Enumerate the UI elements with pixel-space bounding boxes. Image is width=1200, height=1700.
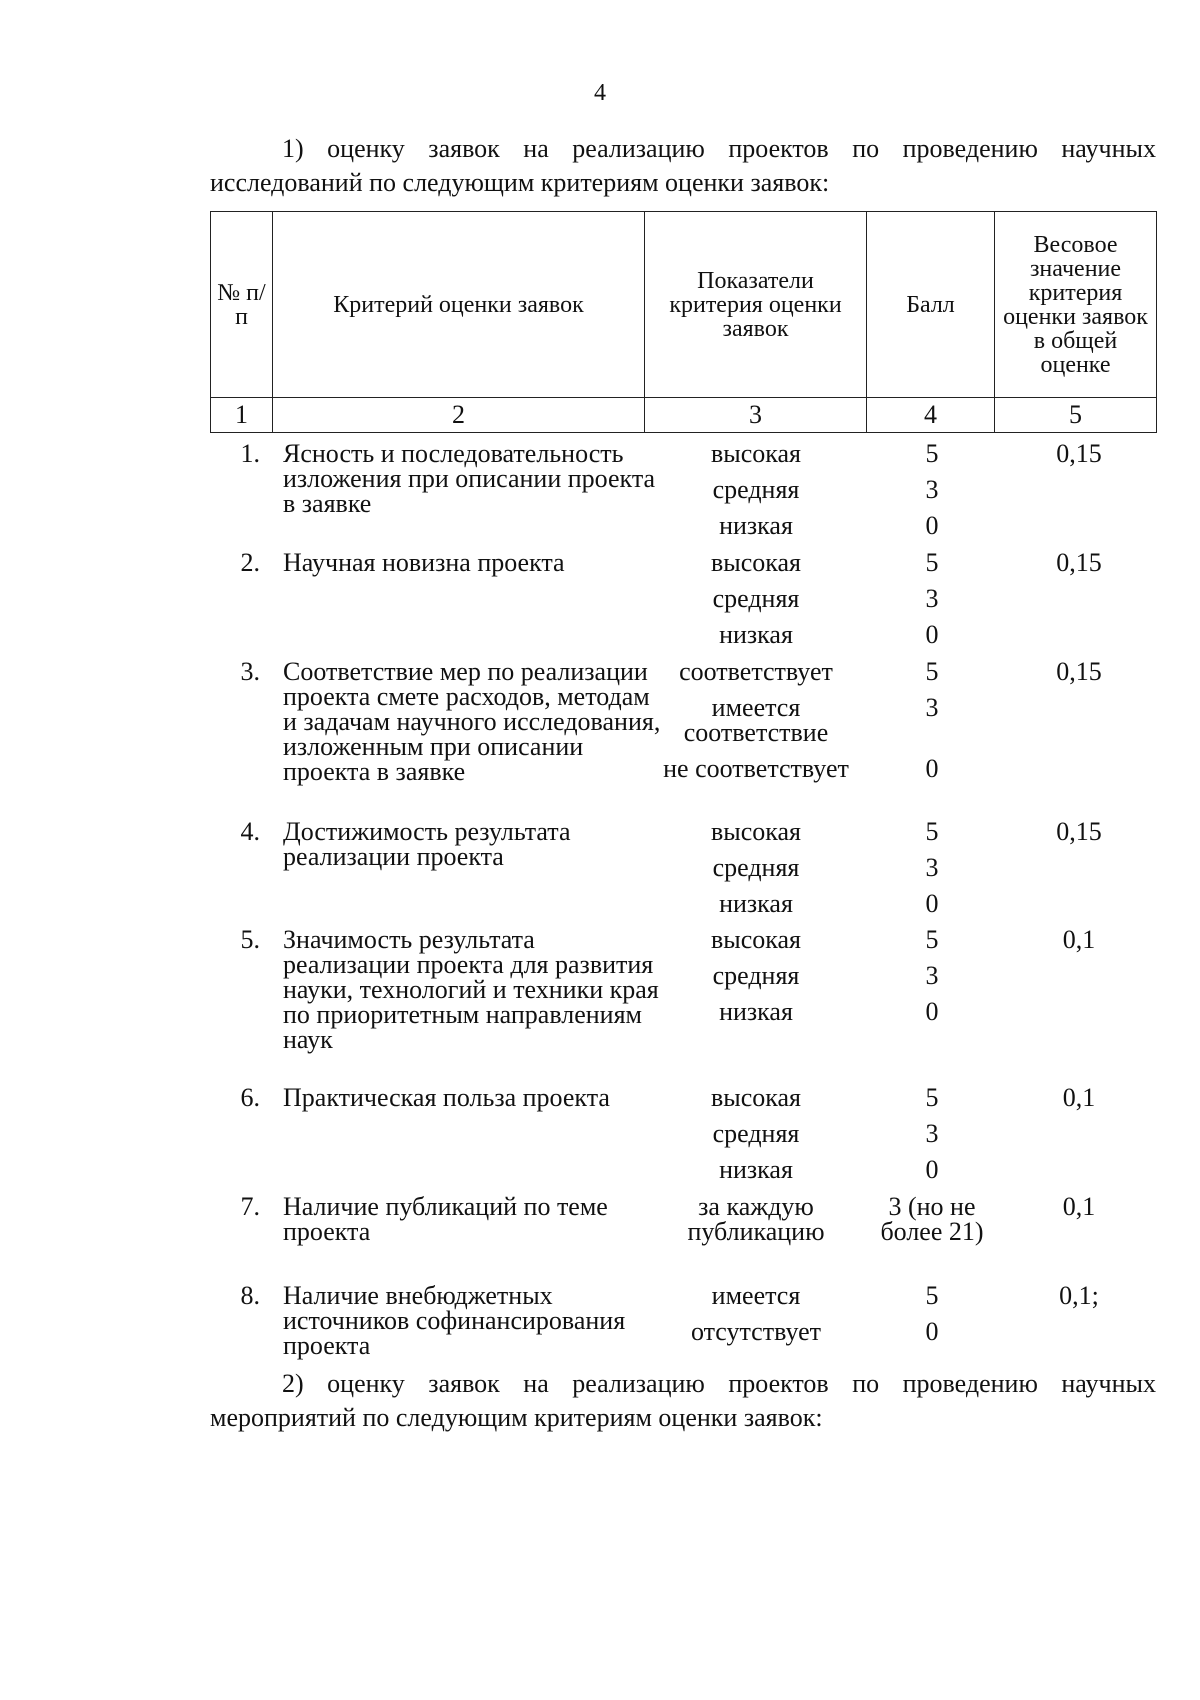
indicator-score: 3 <box>925 961 939 990</box>
indicator-score: 0 <box>925 889 939 918</box>
intro-1-line-1: 1) оценку заявок на реализацию проектов по проведению научных <box>282 134 1156 163</box>
row-weight: 0,15 <box>1056 439 1102 468</box>
row-weight: 0,15 <box>1056 657 1102 686</box>
indicator-score: 5 <box>925 657 939 686</box>
indicator-score: 0 <box>925 754 939 783</box>
row-criterion: Научная новизна проекта <box>283 548 565 577</box>
indicator-label: высокая <box>710 439 802 468</box>
indicator-label: высокая <box>710 1083 802 1112</box>
row-criterion: Ясность и последовательность изложения при описании проекта в заявке <box>283 439 656 518</box>
indicator-label: низкая <box>719 997 793 1026</box>
column-number: 5 <box>995 398 1157 433</box>
indicator-score: 5 <box>925 925 939 954</box>
row-criterion: Соответствие мер по реализации проекта смете расходов, методам и задачам научного исследования, изложенным при описании проекта в заявке <box>283 657 661 786</box>
row-number: 4. <box>240 817 260 846</box>
column-number: 1 <box>211 398 273 433</box>
row-weight: 0,1; <box>1059 1281 1099 1310</box>
indicator-label: высокая <box>710 925 802 954</box>
header-weight: Весовое значение критерия оценки заявок в общей оценке <box>995 212 1157 398</box>
row-number: 7. <box>240 1192 260 1221</box>
row-criterion: Практическая польза проекта <box>283 1083 610 1112</box>
indicator-score: 5 <box>925 1281 939 1310</box>
row-criterion: Наличие внебюджетных источников софинансирования проекта <box>283 1281 626 1360</box>
indicator-label: средняя <box>712 961 800 990</box>
indicator-label: не соответствует <box>663 754 849 783</box>
indicator-score: 0 <box>925 511 939 540</box>
indicator-score: 3 <box>925 1119 939 1148</box>
header-score: Балл <box>867 212 995 398</box>
row-criterion: Достижимость результата реализации проекта <box>283 817 571 871</box>
indicator-score: 3 <box>925 853 939 882</box>
column-number: 3 <box>645 398 867 433</box>
indicator-label: соответствует <box>679 657 833 686</box>
indicator-label: низкая <box>719 620 793 649</box>
indicator-score: 5 <box>925 1083 939 1112</box>
indicator-label: отсутствует <box>690 1317 822 1346</box>
row-weight: 0,1 <box>1062 925 1096 954</box>
row-weight: 0,1 <box>1062 1192 1096 1221</box>
row-weight: 0,1 <box>1062 1083 1096 1112</box>
intro-2-line-2: мероприятий по следующим критериям оценки заявок: <box>210 1403 823 1432</box>
row-criterion: Наличие публикаций по теме проекта <box>283 1192 608 1246</box>
intro-1-line-2: исследований по следующим критериям оценки заявок: <box>210 168 830 197</box>
indicator-label: низкая <box>719 511 793 540</box>
header-number: № п/п <box>211 212 273 398</box>
indicator-score: 5 <box>925 439 939 468</box>
indicator-label: низкая <box>719 1155 793 1184</box>
indicator-score: 5 <box>925 817 939 846</box>
indicator-label: высокая <box>710 817 802 846</box>
indicator-label: средняя <box>712 853 800 882</box>
intro-paragraph-1 <box>210 132 1156 200</box>
row-number: 3. <box>240 657 260 686</box>
indicator-label: низкая <box>719 889 793 918</box>
indicator-label: средняя <box>712 584 800 613</box>
page-number: 4 <box>594 80 606 106</box>
indicator-score: 3 <box>925 475 939 504</box>
indicator-score: 0 <box>925 1155 939 1184</box>
row-criterion: Значимость результата реализации проекта для развития науки, технологий и техники края по приоритетным направлениям наук <box>283 925 659 1054</box>
indicator-label: имеется <box>711 1281 801 1310</box>
indicator-label: высокая <box>710 548 802 577</box>
row-number: 5. <box>240 925 260 954</box>
header-indicators: Показатели критерия оценки заявок <box>645 212 867 398</box>
row-number: 1. <box>240 439 260 468</box>
indicator-label: средняя <box>712 1119 800 1148</box>
intro-paragraph-2 <box>210 1367 1156 1435</box>
row-weight: 0,15 <box>1056 817 1102 846</box>
indicator-label: имеется соответствие <box>683 693 829 747</box>
indicator-score: 0 <box>925 997 939 1026</box>
indicator-score: 3 <box>925 693 939 722</box>
row-weight: 0,15 <box>1056 548 1102 577</box>
indicator-score: 3 <box>925 584 939 613</box>
criteria-table-header <box>210 211 1157 433</box>
row-number: 8. <box>240 1281 260 1310</box>
indicator-score: 5 <box>925 548 939 577</box>
indicator-score: 3 (но не более 21) <box>880 1192 984 1246</box>
row-number: 6. <box>240 1083 260 1112</box>
column-number: 2 <box>273 398 645 433</box>
indicator-label: за каждую публикацию <box>687 1192 825 1246</box>
indicator-label: средняя <box>712 475 800 504</box>
header-criterion: Критерий оценки заявок <box>273 212 645 398</box>
indicator-score: 0 <box>925 620 939 649</box>
column-number: 4 <box>867 398 995 433</box>
intro-2-line-1: 2) оценку заявок на реализацию проектов по проведению научных <box>282 1369 1156 1398</box>
row-number: 2. <box>240 548 260 577</box>
indicator-score: 0 <box>925 1317 939 1346</box>
